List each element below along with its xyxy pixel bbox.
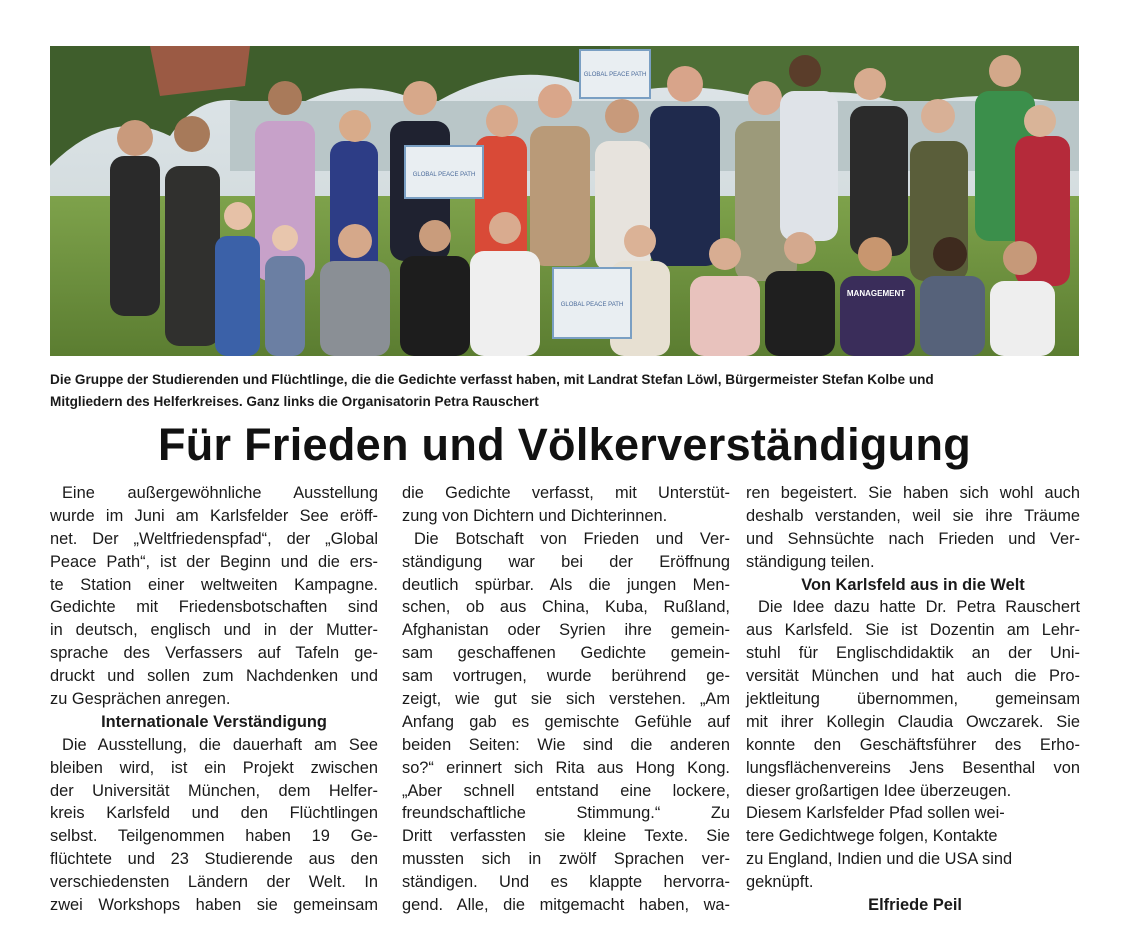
text-line: freundschaftliche Stimmung.“ Zu xyxy=(402,804,730,823)
text-line: tere Gedichtwege folgen, Kontakte xyxy=(746,827,998,846)
text-line: druckt und sollen zum Nachdenken und xyxy=(50,667,378,686)
text-line: Die Ausstellung, die dauerhaft am See xyxy=(62,735,378,754)
subheading: Internationale Verständigung xyxy=(101,712,327,731)
text-line: deshalb verstanden, weil sie ihre Träume xyxy=(746,506,1080,525)
text-line: ständigung war bei der Eröffnung xyxy=(402,552,730,571)
text-line: kreis Karlsfeld und den Flüchtlingen xyxy=(50,804,378,823)
text-line: Dritt verfassten sie kleine Texte. Sie xyxy=(402,827,730,846)
text-line: mit ihrer Kollegin Claudia Owczarek. Sie xyxy=(746,712,1080,731)
text-line: der Universität München, dem Helfer- xyxy=(50,781,378,800)
text-line: net. Der „Weltfriedenspfad“, der „Global xyxy=(50,529,378,548)
group-photo-image xyxy=(50,46,1079,356)
text-line: jektleitung übernommen, gemeinsam xyxy=(746,690,1080,709)
text-line: zung von Dichtern und Dichterinnen. xyxy=(402,506,668,525)
text-line: geknüpft. xyxy=(746,873,814,892)
text-line: so?“ erinnert sich Rita aus Hong Kong. xyxy=(402,758,730,777)
text-line: sprache des Verfassers auf Tafeln ge- xyxy=(50,644,378,663)
text-line: Afghanistan oder Syrien ihre gemein- xyxy=(402,621,730,640)
text-line: zu Gesprächen anregen. xyxy=(50,690,231,709)
text-line: gend. Alle, die mitgemacht haben, wa- xyxy=(402,896,730,915)
text-line: flüchtete und 23 Studierende aus den xyxy=(50,850,378,869)
group-photo xyxy=(50,46,1079,356)
text-line: Die Botschaft von Frieden und Ver- xyxy=(414,529,730,548)
text-line: ren begeistert. Sie haben sich wohl auch xyxy=(746,484,1080,502)
text-line: lungsflächenvereins Jens Besenthal von xyxy=(746,758,1080,777)
text-line: aus Karlsfeld. Sie ist Dozentin am Lehr- xyxy=(746,621,1080,640)
text-line: ständigung teilen. xyxy=(746,552,875,571)
text-line: zwei Workshops haben sie gemeinsam xyxy=(50,896,378,915)
box-label: GLOBAL PEACE PATH xyxy=(560,302,624,308)
text-line: verschiedensten Ländern der Welt. In xyxy=(50,873,378,892)
text-line: mussten sich in zwölf Sprachen ver- xyxy=(402,850,730,869)
photo-caption xyxy=(50,369,1090,413)
box-label: GLOBAL PEACE PATH xyxy=(412,172,476,178)
text-line: Anfang gab es gemischte Gefühle auf xyxy=(402,712,730,731)
author-signature: Elfriede Peil xyxy=(868,896,962,915)
text-line: „Aber schnell entstand eine lockere, xyxy=(402,781,730,800)
text-line: Die Idee dazu hatte Dr. Petra Rauschert xyxy=(758,598,1080,617)
text-line: stuhl für Englischdidaktik an der Uni- xyxy=(746,644,1080,663)
text-line: bleiben wird, ist ein Projekt zwischen xyxy=(50,758,378,777)
text-line: Eine außergewöhnliche Ausstellung xyxy=(62,484,378,502)
text-line: konnte den Geschäftsführer des Erho- xyxy=(746,735,1080,754)
article-headline: Für Frieden und Völkerverständigung xyxy=(157,419,972,470)
box-label: GLOBAL PEACE PATH xyxy=(583,72,647,78)
article-column-2 xyxy=(402,482,730,917)
caption-line: Mitgliedern des Helferkreises. Ganz links die Organisatorin Petra Rauschert xyxy=(50,394,539,409)
subheading: Von Karlsfeld aus in die Welt xyxy=(801,575,1025,594)
shirt-text: MANAGEMENT xyxy=(846,289,906,298)
text-line: Peace Path“, ist der Beginn und die ers- xyxy=(50,552,378,571)
text-line: ständigen. Und es klappte hervorra- xyxy=(402,873,730,892)
text-line: in deutsch, englisch und in der Mutter- xyxy=(50,621,378,640)
text-line: beiden Seiten: Wie sind die anderen xyxy=(402,735,730,754)
text-line: und Sehnsüchte nach Frieden und Ver- xyxy=(746,529,1080,548)
article-column-3 xyxy=(746,482,1080,917)
text-line: versität München und hat auch die Pro- xyxy=(746,667,1080,686)
article-column-1 xyxy=(50,482,378,917)
text-line: wurde im Juni am Karlsfelder See eröff- xyxy=(50,506,378,525)
text-line: sam geschaffenen Gedichte gemein- xyxy=(402,644,730,663)
text-line: schen, ob aus China, Kuba, Rußland, xyxy=(402,598,730,617)
text-line: Gedichte mit Friedensbotschaften sind xyxy=(50,598,378,617)
text-line: selbst. Teilgenommen haben 19 Ge- xyxy=(50,827,378,846)
text-line: dieser großartigen Idee überzeugen. xyxy=(746,781,1012,800)
text-line: Diesem Karlsfelder Pfad sollen wei- xyxy=(746,804,1005,823)
caption-line: Die Gruppe der Studierenden und Flüchtlinge, die die Gedichte verfasst haben, mit Landrat Stefan Löwl, Bürgermeister Stefan Kolbe und xyxy=(50,372,934,387)
text-line: te Station einer weltweiten Kampagne. xyxy=(50,575,378,594)
text-line: zeigt, wie gut sie sich verstehen. „Am xyxy=(402,690,730,709)
text-line: sam vortrugen, wurde berührend ge- xyxy=(402,667,730,686)
text-line: die Gedichte verfasst, mit Unterstüt- xyxy=(402,484,730,502)
text-line: deutlich spürbar. Als die jungen Men- xyxy=(402,575,730,594)
text-line: zu England, Indien und die USA sind xyxy=(746,850,1013,869)
